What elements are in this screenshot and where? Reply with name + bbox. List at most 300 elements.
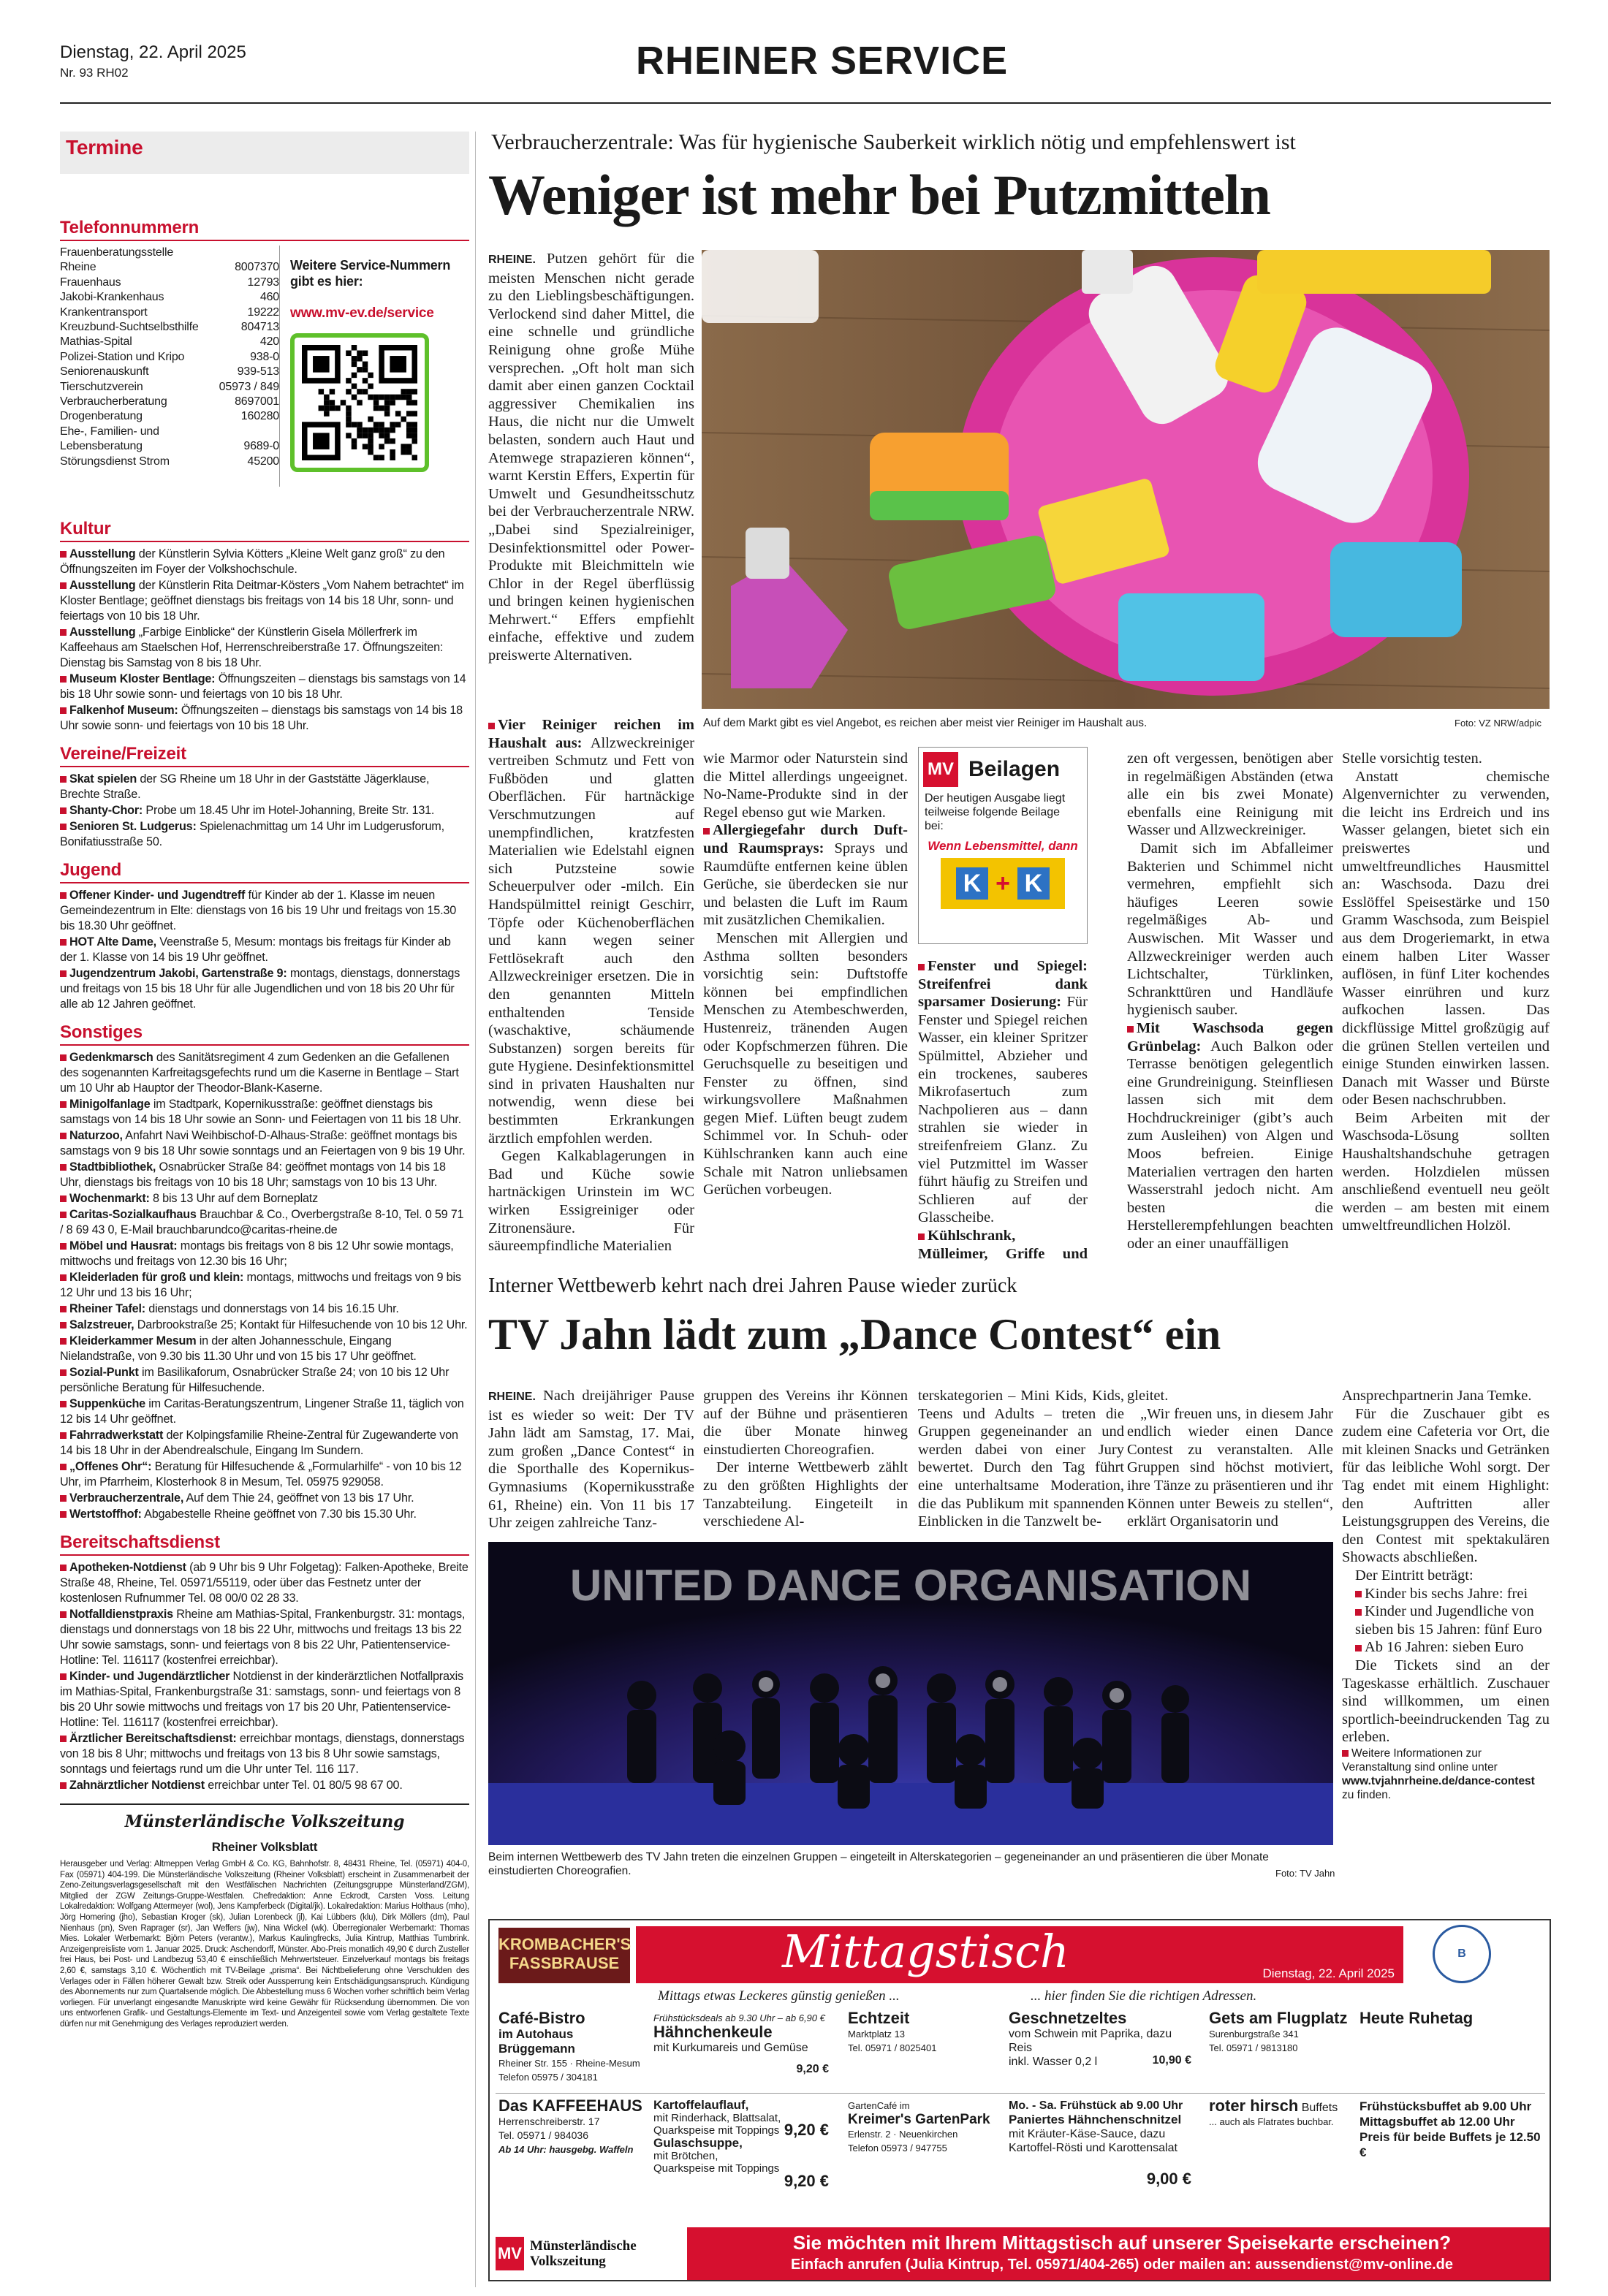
cafe-bistro-tel: Telefon 05975 / 304181 <box>498 2072 598 2083</box>
hirsch-menu <box>1359 2099 1542 2160</box>
bereitschaft-entry-text: Notdienst in der kinderärztlichen Notfallpraxis im Mathias-Spital, Frankenburgstraße 31: samstags, sonn- und feiertags von 8 bis 20 Uhr sowie mittwochs und freitags von 17 bis 20 Uhr, Patientenservice-Hotline: Tel. 116117 (kostenfrei erreichbar). <box>60 1670 463 1729</box>
sonstiges-entry <box>60 1318 469 1333</box>
mittagstisch-date: Dienstag, 22. April 2025 <box>1262 1966 1395 1980</box>
vereine-entry <box>60 803 469 818</box>
sonstiges-entry-text: Beratung für Hilfesuchende & „Formularhilfe“ - von 10 bis 12 Uhr, im Pfarrheim, Klosterhook 8 in Mesum, Tel. 05975 929058. <box>60 1460 462 1489</box>
telefon-row <box>60 290 279 305</box>
telefon-number: 420 <box>259 335 279 349</box>
echtzeit-name: Echtzeit <box>848 2009 910 2027</box>
article2-place: RHEINE. <box>488 1391 536 1403</box>
bereitschaft-entry-text: erreichbar montags, dienstags, donnerstags von 18 bis 8 Uhr; mittwochs und freitags von 13 bis 8 Uhr sowie samstags, sonntags und feiertags rund um die Uhr unter Tel. 116 117. <box>60 1732 465 1776</box>
kreimer-tel: Telefon 05973 / 947755 <box>848 2143 947 2154</box>
sonstiges-entry <box>60 1491 469 1506</box>
kultur-entry-title: Ausstellung <box>69 579 136 592</box>
bereitschaft-entry <box>60 1669 469 1730</box>
kh-d2b: Quarkspeise mit Toppings <box>653 2162 780 2175</box>
article1-col4 <box>1127 750 1333 1261</box>
sonstiges-entry-title: Verbraucherzentrale, <box>69 1491 184 1505</box>
telefon-name: Polizei-Station und Kripo <box>60 350 185 363</box>
telefon-row <box>60 439 279 454</box>
kh-p2: 9,20 € <box>784 2172 829 2190</box>
col4-text: zen oft vergessen, benötigen aber in regelmäßigen Abständen (etwa alle ein bis zwei Monate) ebenfalls eine Reinigung mit Wasser und Allzweckreiniger. <box>1127 750 1333 839</box>
telefon-list <box>60 246 279 469</box>
sonstiges-entry-title: Naturzoo, <box>69 1129 123 1142</box>
sonstiges-entry <box>60 1507 469 1522</box>
article1-col1b <box>488 716 694 1261</box>
sonstiges-entry-text: der Kolpingsfamilie Rheine-Zentral für Zugewanderte von 14 bis 18 Uhr in der Abendrealschule, Eingang Im Sundern. <box>60 1429 458 1457</box>
article2-credit: Foto: TV Jahn <box>1275 1868 1335 1879</box>
kaffeehaus-note: Ab 14 Uhr: hausgebg. Waffeln <box>498 2144 634 2155</box>
vereine-entry-text: Probe um 18.45 Uhr im Hotel-Johanning, Breite Str. 131. <box>143 804 435 817</box>
kultur-list <box>60 547 469 734</box>
mittagstisch-ad <box>488 1919 1551 2281</box>
sonstiges-entry-text: des Sanitätsregiment 4 zum Gedenken an die Gefallenen des sogenannten Karfreitagsgefechts rund um die Kaserne in Bentlage – Start um 10 Uhr ab Hauptor der Theodor-Blank-Kaserne. <box>60 1051 459 1095</box>
sonstiges-entry <box>60 1459 469 1490</box>
article2-caption: Beim internen Wettbewerb des TV Jahn treten die einzelnen Gruppen – eingeteilt in Alterskategorien – gegeneinander an und präsentieren die über Monate einstudierten Choreografien. <box>488 1851 1269 1877</box>
bullet-icon <box>60 1464 67 1470</box>
col4c-text: Auch Balkon oder Terrasse benötigen gelegentlich eine Grundreinigung. Steinfliesen lassen sich mit dem Hochdruckreiniger (gibt’s auch zum Ausleihen) von Algen und Moos befreien. Einige Materialien vertragen den harten Wasserstrahl jedoch nicht. Am besten die Herstellerempfehlungen beachten oder an einer unauffälligen <box>1127 1038 1333 1252</box>
telefon-heading: Telefonnummern <box>60 218 469 241</box>
col1b-bold: Vier Reiniger reichen im Haushalt aus: <box>488 717 694 751</box>
kultur-entry-title: Ausstellung <box>69 547 136 560</box>
bullet-icon <box>60 807 67 814</box>
telefon-name: Frauenhaus <box>60 275 121 289</box>
sonstiges-entry <box>60 1365 469 1396</box>
kaffeehaus-name: Das KAFFEEHAUS <box>498 2097 642 2115</box>
a2col5-text: Ansprechpartnerin Jana Temke. <box>1342 1388 1532 1404</box>
brauerei-seal-icon: B <box>1433 1925 1491 1983</box>
telefon-row <box>60 320 279 335</box>
col2-bold: Allergiegefahr durch Duft- und Raumsprays: <box>703 822 908 856</box>
a2col3-text: terskategorien – Mini Kids, Kids, Teens und Adults – treten die Gruppen gegeneinander an und werden dabei von einer Jury bewertet. Durch den Tag führt eine unterhaltsame Moderation, die das Publikum mit spannenden Einblicken in die Tanzwelt be- <box>918 1388 1124 1530</box>
cafe-menu-dish: Hähnchenkeule <box>653 2023 773 2041</box>
bullet-icon <box>60 1212 67 1218</box>
bullet-icon <box>60 1164 67 1171</box>
a2col2-text: gruppen des Vereins ihr Können auf der Bühne und präsentieren die über Monate hinweg einstudierten Choreografien. <box>703 1388 908 1458</box>
mittagstisch-title: Mittagstisch <box>782 1925 1069 1978</box>
kaffeehaus-menu <box>653 2098 829 2190</box>
sonstiges-entry-title: Möbel und Hausrat: <box>69 1239 178 1252</box>
kreimer-d1: Mo. - Sa. Frühstück ab 9.00 Uhr <box>1009 2099 1183 2112</box>
telefon-row <box>60 395 279 409</box>
kaffeehaus <box>498 2099 652 2156</box>
sonstiges-entry-text: Auf dem Thie 24, geöffnet von 13 bis 17 Uhr. <box>183 1491 414 1505</box>
article2-col1-text: Nach dreijähriger Pause ist es wieder so weit: Der TV Jahn lädt am Samstag, 17. Mai, zum großen „Dance Contest“ in die Sporthalle des Kopernikus-Gymnasiums (Kopernikusstraße 61, Rheine) ein. Von 11 bis 17 Uhr zeigen zahlreiche Tanz- <box>488 1388 694 1532</box>
telefon-name: Krankentransport <box>60 305 148 319</box>
jugend-heading: Jugend <box>60 860 469 883</box>
vereine-entry-title: Senioren St. Ludgerus: <box>69 820 197 833</box>
telefon-row <box>60 455 279 469</box>
bereitschaft-entry <box>60 1778 469 1793</box>
sonstiges-entry <box>60 1097 469 1128</box>
sonstiges-entry-title: Gedenkmarsch <box>69 1051 153 1064</box>
telefon-row <box>60 260 279 275</box>
jugend-entry-text: für Kinder ab der 1. Klasse im neuen Gemeindezentrum in Elte: dienstags von 16 bis 19 Uhr und freitags von 15.30 bis 18.30 Uhr geöffnet. <box>60 889 456 932</box>
service-text: Weitere Service-Nummern gibt es hier: <box>290 258 451 289</box>
sonstiges-entry-title: Wertstoffhof: <box>69 1508 142 1521</box>
vereine-entry-text: der SG Rheine um 18 Uhr in der Gaststätte Jägerklause, Brechte Straße. <box>60 772 430 801</box>
echtzeit-addr: Marktplatz 13 <box>848 2029 906 2040</box>
telefon-number: 19222 <box>247 305 279 319</box>
telefon-number: 9689-0 <box>243 440 279 453</box>
kultur-entry-text: Öffnungszeiten – dienstags bis samstags von 14 bis 18 Uhr sowie sonn- und feiertags von 10 bis 18 Uhr. <box>60 704 463 732</box>
echtzeit-extra: inkl. Wasser 0,2 l <box>1009 2056 1098 2068</box>
kultur-entry <box>60 625 469 671</box>
hirsch-d2: Mittagsbuffet ab 12.00 Uhr <box>1359 2115 1515 2129</box>
article1-headline: Weniger ist mehr bei Putzmitteln <box>488 163 1270 227</box>
bullet-icon <box>60 676 67 683</box>
sonstiges-entry-title: Caritas-Sozialkaufhaus <box>69 1208 197 1221</box>
qr-code-icon[interactable] <box>290 333 429 472</box>
flugplatz-addr: Surenburgstraße 341 <box>1209 2029 1299 2040</box>
cleaning-supplies-photo <box>702 250 1550 709</box>
banner-line2[interactable]: Einfach anrufen (Julia Kintrup, Tel. 05971/404-265) oder mailen an: aussendienst@mv-online.de <box>790 2257 1454 2273</box>
kreimer-d2: Paniertes Hähnchenschnitzel <box>1009 2113 1182 2126</box>
telefon-number: 938-0 <box>250 350 279 363</box>
bullet-icon <box>60 1195 67 1202</box>
jugend-entry <box>60 888 469 934</box>
info-url[interactable]: www.tvjahnrheine.de/dance-contest <box>1342 1774 1535 1787</box>
sonstiges-entry-text: im Stadtpark, Kopernikusstraße: geöffnet dienstags bis samstags von 14 bis 18 Uhr sowie an Sonn- und Feiertagen von 11 bis 18 Uhr. <box>60 1098 461 1126</box>
kk-brand-logo: Wenn Lebensmittel, dann K + K <box>925 839 1081 934</box>
vereine-entry-title: Shanty-Chor: <box>69 804 143 817</box>
sonstiges-entry-title: Fahrradwerkstatt <box>69 1429 164 1442</box>
kreimer-price: 9,00 € <box>1146 2170 1191 2188</box>
cafe-bistro-sub: im Autohaus Brüggemann <box>498 2027 575 2056</box>
sonstiges-entry-text: Darbrookstraße 25; Kontakt für Hilfesuchende von 10 bis 12 Uhr. <box>134 1318 468 1331</box>
krombacher-logo: KROMBACHER'S FASSBRAUSE <box>498 1928 630 1983</box>
telefon-name: Kreuzbund-Suchtselbsthilfe <box>60 321 199 334</box>
sonstiges-entry-title: Salzstreuer, <box>69 1318 134 1331</box>
sonstiges-entry-title: Rheiner Tafel: <box>69 1302 145 1315</box>
sonstiges-entry-text: montags bis freitags von 8 bis 12 Uhr sowie montags, mittwochs und freitags von 12.30 bis 16 Uhr; <box>60 1239 454 1268</box>
kreimer-pre: GartenCafé im <box>848 2100 910 2111</box>
sonstiges-entry-text: Anfahrt Navi Weihbischof-D-Alhaus-Straße: geöffnet montags bis samstags von 9 bis 18 Uhr sowie sonntags und an Feiertagen von 9 bis 19 Uhr. <box>60 1129 466 1157</box>
bereitschaft-entry-text: Rheine am Mathias-Spital, Frankenburgstr. 31: montags, dienstags und donnerstags von 18 bis 22 Uhr, mittwochs und freitags 13 bis 22 Uhr sowie samstags, sonn- und feiertags von 8 bis 22 Uhr, Patientenservice-Hotline: Tel. 116117 (kostenfrei erreichbar). <box>60 1608 466 1667</box>
bullet-icon <box>60 1736 67 1742</box>
telefon-number: 8007370 <box>235 261 279 274</box>
bullet-icon <box>60 1495 67 1502</box>
telefon-number: 939-513 <box>237 365 279 379</box>
telefon-name: Frauenberatungsstelle <box>60 246 174 259</box>
telefon-name: Lebensberatung <box>60 440 143 453</box>
bullet-icon <box>60 1401 67 1407</box>
issue-date: Dienstag, 22. April 2025 <box>60 42 246 62</box>
flugplatz <box>1209 2011 1355 2055</box>
sonstiges-entry-text: Brauchbar & Co., Overbergstraße 8-10, Tel. 0 59 71 / 8 69 43 0, E-Mail brauchbarundco@caritas-rheine.de <box>60 1208 464 1236</box>
hirsch-name: roter hirsch <box>1209 2097 1299 2115</box>
bullet-icon <box>60 892 67 899</box>
dance-group-photo <box>488 1542 1333 1845</box>
flugplatz-menu <box>1359 2011 1542 2027</box>
beilagen-box <box>918 747 1088 944</box>
a2col5c-text: Der Eintritt beträgt: <box>1355 1567 1474 1584</box>
sonstiges-entry-text: Abgabestelle Rheine geöffnet von 7.30 bis 15.30 Uhr. <box>141 1508 417 1521</box>
kh-d2: Gulaschsuppe, <box>653 2136 743 2150</box>
sonstiges-list <box>60 1050 469 1522</box>
cafe-bistro-addr: Rheiner Str. 155 · Rheine-Mesum <box>498 2058 640 2069</box>
bullet-icon <box>60 939 67 946</box>
col5-text: Stelle vorsichtig testen. <box>1342 750 1482 767</box>
sonstiges-entry <box>60 1160 469 1190</box>
tagline-right: ... hier finden Sie die richtigen Adressen. <box>1031 1988 1257 2004</box>
sonstiges-entry-title: Stadtbibliothek, <box>69 1160 156 1174</box>
vereine-list <box>60 772 469 850</box>
article2-kicker: Interner Wettbewerb kehrt nach drei Jahren Pause wieder zurück <box>488 1274 1017 1297</box>
kreimer-addr: Erlenstr. 2 · Neuenkirchen <box>848 2129 958 2140</box>
telefon-row <box>60 275 279 290</box>
cafe-bistro-name: Café-Bistro <box>498 2009 585 2027</box>
bullet-icon <box>60 1274 67 1281</box>
article1-col1-text: Putzen gehört für die meisten Menschen nicht gerade zu den Lieblingsbeschäftigungen. Verlockend sind daher Mittel, die eine schnelle und gründliche Reinigung ohne große Mühe versprechen. „Oft holt man sich damit aber einen ganzen Cocktail aggressiver Chemikalien ins Haus, die nicht nur die Umwelt belasten, sondern auch Haut und Atemwege strapazieren können“, warnt Kerstin Effers, Expertin für Umwelt und Gesundheitsschutz bei der Verbraucherzentrale NRW. „Dabei sind Spezialreiniger, Desinfektionsmittel oder Power-Produkte mit Bleichmitteln wie Chlor in der Regel überflüssig und bringen keinen hygienischen Mehrwert.“ Effers empfiehlt einfache, effektive und zudem preiswerte Alternativen. <box>488 251 694 664</box>
bullet-icon <box>60 824 67 830</box>
article1-col1 <box>488 250 694 729</box>
telefon-number: 45200 <box>247 455 279 468</box>
bullet-icon <box>60 1322 67 1328</box>
col4b-text: Damit sich im Abfalleimer Bakterien und Schimmel nicht vermehren, empfiehlt sich häufiges Leeren sowie regelmäßiges Ab- und Auswischen. Mit Wasser und Allzweckreiniger werden auch Lichtschalter, Türklinken, Schrankttüren und Handläufe hygienisch sauber. <box>1127 840 1333 1019</box>
sonstiges-entry-text: 8 bis 13 Uhr auf dem Borneplatz <box>149 1192 318 1205</box>
vereine-heading: Vereine/Freizeit <box>60 744 469 767</box>
kultur-entry-text: „Farbige Einblicke“ der Künstlerin Gisela Möllerfrerk im Kaffeehaus am Staelschen Hof, Herrenschreiberstraße 17. Öffnungszeiten: Dienstag bis Samstag von 8 bis 18 Uhr. <box>60 626 444 669</box>
fees-list <box>1342 1585 1550 1657</box>
telefon-row <box>60 409 279 424</box>
sonstiges-entry-text: montags, mittwochs und freitags von 9 bis 12 Uhr und 13 bis 16 Uhr; <box>60 1271 461 1299</box>
sonstiges-entry-text: Osnabrücker Straße 84: geöffnet montags von 14 bis 18 Uhr, dienstags bis freitags von 10 bis 18 Uhr; samstags von 10 bis 13 Uhr. <box>60 1160 446 1189</box>
kultur-entry-text: der Künstlerin Sylvia Kötters „Kleine Welt ganz groß“ zu den Öffnungszeiten im Foyer der Volkshochschule. <box>60 547 445 576</box>
fee-item <box>1342 1585 1550 1603</box>
kreimer-sub: mit Kräuter-Käse-Sauce, dazu Kartoffel-Rösti und Karottensalat <box>1009 2128 1177 2154</box>
sonstiges-entry <box>60 1128 469 1159</box>
sonstiges-entry-title: Kleiderladen für groß und klein: <box>69 1271 244 1284</box>
bullet-icon <box>60 1133 67 1139</box>
bereitschaft-entry-title: Notfalldienstpraxis <box>69 1608 173 1621</box>
telefon-name: Ehe-, Familien- und <box>60 425 159 438</box>
sonstiges-entry <box>60 1396 469 1427</box>
telefon-name: Drogenberatung <box>60 410 143 423</box>
telefon-row <box>60 246 279 260</box>
article1-col2 <box>703 750 908 1261</box>
bereitschaft-heading: Bereitschaftsdienst <box>60 1532 469 1556</box>
telefon-row <box>60 425 279 439</box>
kreimer-name: Kreimer's GartenPark <box>848 2112 990 2127</box>
vereine-entry-text: Spielenachmittag um 14 Uhr im Ludgerusforum, Bonifatiusstraße 50. <box>60 820 444 848</box>
telefon-name: Verbraucherberatung <box>60 395 167 408</box>
fee-item <box>1342 1603 1550 1638</box>
mittagstisch-title-bar <box>636 1926 1403 1983</box>
sonstiges-entry-title: Minigolfanlage <box>69 1098 151 1111</box>
kh-d1: Kartoffelauflauf, <box>653 2098 749 2112</box>
telefon-name: Tierschutzverein <box>60 380 143 393</box>
article1-col5 <box>1342 750 1550 1261</box>
kreimer <box>848 2099 1001 2155</box>
kh-d1s: mit Rinderhack, Blattsalat, <box>653 2112 781 2124</box>
mt-divider <box>496 2093 1545 2094</box>
bullet-icon <box>60 582 67 589</box>
bullet-icon <box>60 1511 67 1518</box>
info-end: zu finden. <box>1342 1788 1392 1801</box>
sonstiges-entry <box>60 1270 469 1301</box>
vereine-entry-title: Skat spielen <box>69 772 137 786</box>
section-title: RHEINER SERVICE <box>636 39 1009 83</box>
sonstiges-entry-title: „Offenes Ohr“: <box>69 1460 152 1473</box>
sonstiges-entry-title: Wochenmarkt: <box>69 1192 150 1205</box>
bullet-icon <box>60 1338 67 1345</box>
flugplatz-dish: Heute Ruhetag <box>1359 2009 1474 2027</box>
telefon-name: Seniorenauskunft <box>60 365 149 379</box>
beilagen-text: Der heutigen Ausgabe liegt teilweise folgende Beilage bei: <box>925 792 1066 832</box>
kreimer-menu <box>1009 2099 1191 2188</box>
hirsch-d1: Frühstücksbuffet ab 9.00 Uhr <box>1359 2099 1532 2113</box>
telefon-number: 12793 <box>247 275 279 289</box>
mv-logo-icon: MV <box>923 752 958 787</box>
sonstiges-entry <box>60 1428 469 1459</box>
cafe-menu-price: 9,20 € <box>796 2063 829 2075</box>
article1-col3 <box>918 957 1088 1261</box>
telefon-name: Jakobi-Krankenhaus <box>60 291 164 304</box>
echtzeit-tel: Tel. 05971 / 8025401 <box>848 2042 937 2053</box>
article2-headline: TV Jahn lädt zum „Dance Contest“ ein <box>488 1310 1221 1358</box>
kultur-entry <box>60 547 469 577</box>
article2-col3 <box>918 1387 1124 1533</box>
bullet-icon <box>60 1565 67 1571</box>
kk-slogan: Wenn Lebensmittel, dann <box>928 839 1078 853</box>
kultur-entry-text: Öffnungszeiten – dienstags bis samstags von 14 bis 18 Uhr sowie sonn- und feiertags von 10 bis 18 Uhr. <box>60 672 466 701</box>
imprint-name: Rheiner Volksblatt <box>211 1840 318 1854</box>
vereine-entry <box>60 819 469 850</box>
bereitschaft-entry-title: Apotheken-Notdienst <box>69 1561 186 1574</box>
hirsch-sub: ... auch als Flatrates buchbar. <box>1209 2116 1334 2127</box>
bullet-icon <box>60 1611 67 1618</box>
cafe-bistro-menu <box>653 2011 829 2075</box>
jugend-entry-title: Offener Kinder- und Jugendtreff <box>69 889 246 902</box>
sonstiges-entry-text: im Basilikaforum, Osnabrücker Straße 24; von 10 bis 12 Uhr persönliche Beratung für Hilfesuchende. <box>60 1366 450 1394</box>
cafe-bistro <box>498 2011 652 2084</box>
bereitschaft-entry <box>60 1560 469 1606</box>
column-divider <box>475 132 476 2287</box>
bullet-icon <box>60 970 67 977</box>
kh-p1: 9,20 € <box>784 2121 829 2139</box>
imprint-logo: Münsterländische Volkszeitung <box>124 1812 405 1831</box>
jugend-entry <box>60 935 469 965</box>
sonstiges-heading: Sonstiges <box>60 1022 469 1046</box>
col1c-text: Gegen Kalkablagerungen in Bad und Küche sowie hartnäckigen Urinstein im WC wirken Essigreiniger oder Zitronensäure. Für säureempfindliche Materialien <box>488 1148 694 1255</box>
telefon-number: 05973 / 849 <box>219 380 279 393</box>
header-rule <box>60 102 1551 104</box>
mittagstisch-banner <box>490 2227 1550 2280</box>
col3-text: Für Fenster und Spiegel reichen Wasser, ein kleiner Spritzer Spülmittel, Abzieher und ein trockenes, sauberes Mikrofasertuch zum Nachpolieren aus – dann strahlen sie wieder in streifenfreiem Glanz. Zu viel Putzmittel im Wasser führt häufig zu Streifen und Schlieren auf der Glasscheibe. <box>918 994 1088 1226</box>
fee-text: Kinder bis sechs Jahre: frei <box>1365 1585 1528 1602</box>
kaffeehaus-tel: Tel. 05971 / 984036 <box>498 2129 588 2141</box>
article2-col4 <box>1127 1387 1333 1533</box>
hirsch-extra: Buffets <box>1301 2102 1338 2114</box>
sonstiges-entry <box>60 1207 469 1238</box>
a2col5d-text: Die Tickets sind an der Tageskasse erhältlich. Zuschauer sind willkommen, um einen sportlich-beeindruckenden Tag zu erleben. <box>1342 1657 1550 1746</box>
bullet-icon <box>60 707 67 714</box>
termine-heading: Termine <box>60 132 469 174</box>
beilagen-title: Beilagen <box>968 757 1061 781</box>
bullet-icon <box>60 1243 67 1250</box>
flugplatz-tel: Tel. 05971 / 9813180 <box>1209 2042 1298 2053</box>
kultur-entry-title: Museum Kloster Bentlage: <box>69 672 216 685</box>
vereine-entry <box>60 772 469 802</box>
service-column <box>60 132 469 2287</box>
telefon-number: 460 <box>259 291 279 304</box>
info-text: Weitere Informationen zur Veranstaltung sind online unter <box>1342 1746 1498 1774</box>
jugend-entry <box>60 966 469 1012</box>
bullet-icon <box>60 1369 67 1376</box>
article1-credit: Foto: VZ NRW/adpic <box>1455 718 1541 729</box>
fee-item <box>1342 1638 1550 1657</box>
service-url[interactable]: www.mv-ev.de/service <box>290 305 434 321</box>
col2c-text: Menschen mit Allergien und Asthma sollten besonders vorsichtig sein: Duftstoffe können bei empfindlichen Menschen zu Atembeschwerden, Hustenreiz, tränenden Augen oder Kopfschmerzen führen. Die Geruchsquelle zu beseitigen und Fenster zu öffnen, sind wirkungsvollere Maßnahmen gegen Mief. Lüften beugt zudem Schimmel vor. In Schuh- oder Kühlschranken kann auch eine Schale mit Natron unliebsamen Gerüchen vorbeugen. <box>703 930 908 1198</box>
photo-banner-text: UNITED DANCE ORGANISATION <box>569 1561 1252 1610</box>
echtzeit-menu <box>1009 2011 1191 2069</box>
article1-place: RHEINE. <box>488 254 536 266</box>
bullet-icon <box>60 776 67 783</box>
sonstiges-entry <box>60 1239 469 1269</box>
bereitschaft-entry-text: (ab 9 Uhr bis 9 Uhr Folgetag): Falken-Apotheke, Breite Straße 48, Rheine, Tel. 05971/55119, oder über das Festnetz unter der kostenlosen Rufnummer Tel. 08 00/0 02 28 33. <box>60 1561 469 1605</box>
telefon-name: Störungsdienst Strom <box>60 455 170 468</box>
sonstiges-entry <box>60 1191 469 1206</box>
cafe-menu-sub: mit Kurkumareis und Gemüse <box>653 2042 808 2054</box>
article2-col1 <box>488 1387 694 1533</box>
bullet-icon <box>60 1054 67 1061</box>
bereitschaft-entry-title: Zahnärztlicher Notdienst <box>69 1779 205 1792</box>
bullet-icon <box>60 1306 67 1312</box>
sonstiges-entry <box>60 1050 469 1096</box>
col4-bold: Mit Waschsoda gegen Grünbelag: <box>1127 1019 1333 1054</box>
col2-text: wie Marmor oder Naturstein sind die Mittel allerdings ungeeignet. No-Name-Produkte sind in der Regel ebenso gut wie Marken. <box>703 750 908 821</box>
a2col4b-text: „Wir freuen uns, in diesem Jahr endlich wieder einen Dance Contest zu veranstalten. Alle Gruppen sind höchst motiviert, ihre Tänze zu präsentieren und ihr Können unter Beweis zu stellen“, erklärt Organisatorin und <box>1127 1405 1333 1530</box>
bullet-icon <box>60 1782 67 1789</box>
bereitschaft-entry-text: erreichbar unter Tel. 01 80/5 98 67 00. <box>204 1779 403 1792</box>
telefon-name: Mathias-Spital <box>60 335 132 349</box>
echtzeit-sub: vom Schwein mit Paprika, dazu Reis <box>1009 2028 1172 2054</box>
sonstiges-entry-text: in der alten Johannesschule, Eingang Nielandstraße, von 9.30 bis 11.30 Uhr und von 15 bis 17 Uhr geöffnet. <box>60 1334 417 1363</box>
kultur-heading: Kultur <box>60 519 469 542</box>
flugplatz-name: Gets am Flugplatz <box>1209 2009 1348 2027</box>
bereitschaft-entry <box>60 1607 469 1668</box>
echtzeit <box>848 2011 994 2055</box>
hirsch-d3: Preis für beide Buffets je 12.50 € <box>1359 2130 1541 2159</box>
fee-text: Ab 16 Jahren: sieben Euro <box>1365 1639 1524 1656</box>
sonstiges-entry <box>60 1301 469 1317</box>
jugend-entry-title: Jugendzentrum Jakobi, Gartenstraße 9: <box>69 967 287 980</box>
article2-col5 <box>1342 1387 1550 1891</box>
echtzeit-price: 10,90 € <box>1152 2054 1191 2067</box>
a2col4-text: gleitet. <box>1127 1388 1169 1404</box>
fee-text: Kinder und Jugendliche von sieben bis 15 Jahren: fünf Euro <box>1355 1603 1542 1638</box>
sonstiges-entry <box>60 1334 469 1364</box>
cafe-menu-pre: Frühstücksdeals ab 9.30 Uhr – ab 6,90 € <box>653 2012 825 2023</box>
a2col2b-text: Der interne Wettbewerb zählt zu den größten Highlights der Tanzabteilung. Eingeteilt in verschiedene Al- <box>703 1459 908 1530</box>
article1-kicker: Verbraucherzentrale: Was für hygienische Sauberkeit wirklich nötig und empfehlenswert ist <box>491 130 1296 154</box>
kh-d1b: Quarkspeise mit Toppings <box>653 2124 780 2137</box>
kultur-entry <box>60 672 469 702</box>
article1-caption: Auf dem Markt gibt es viel Angebot, es reichen aber meist vier Reiniger im Haushalt aus. <box>703 717 1148 729</box>
bereitschaft-entry-title: Ärztlicher Bereitschaftsdienst: <box>69 1732 237 1745</box>
telefon-number: 160280 <box>240 410 279 423</box>
sonstiges-entry-title: Kleiderkammer Mesum <box>69 1334 197 1347</box>
bullet-icon <box>60 1101 67 1108</box>
bereitschaft-list <box>60 1560 469 1793</box>
telefon-row <box>60 365 279 379</box>
sonstiges-entry-title: Suppenküche <box>69 1397 145 1410</box>
col5c-text: Beim Arbeiten mit der Waschsoda-Lösung sollten Haushaltshandschuhe getragen werden. Holzdielen müssen anschließend eventuell neu geölt werden – am besten mit einem umweltfreundlichen Holzöl. <box>1342 1109 1550 1234</box>
bullet-icon <box>60 1673 67 1680</box>
telefon-row <box>60 350 279 365</box>
tagline-left: Mittags etwas Leckeres günstig genießen ... <box>658 1988 900 2004</box>
